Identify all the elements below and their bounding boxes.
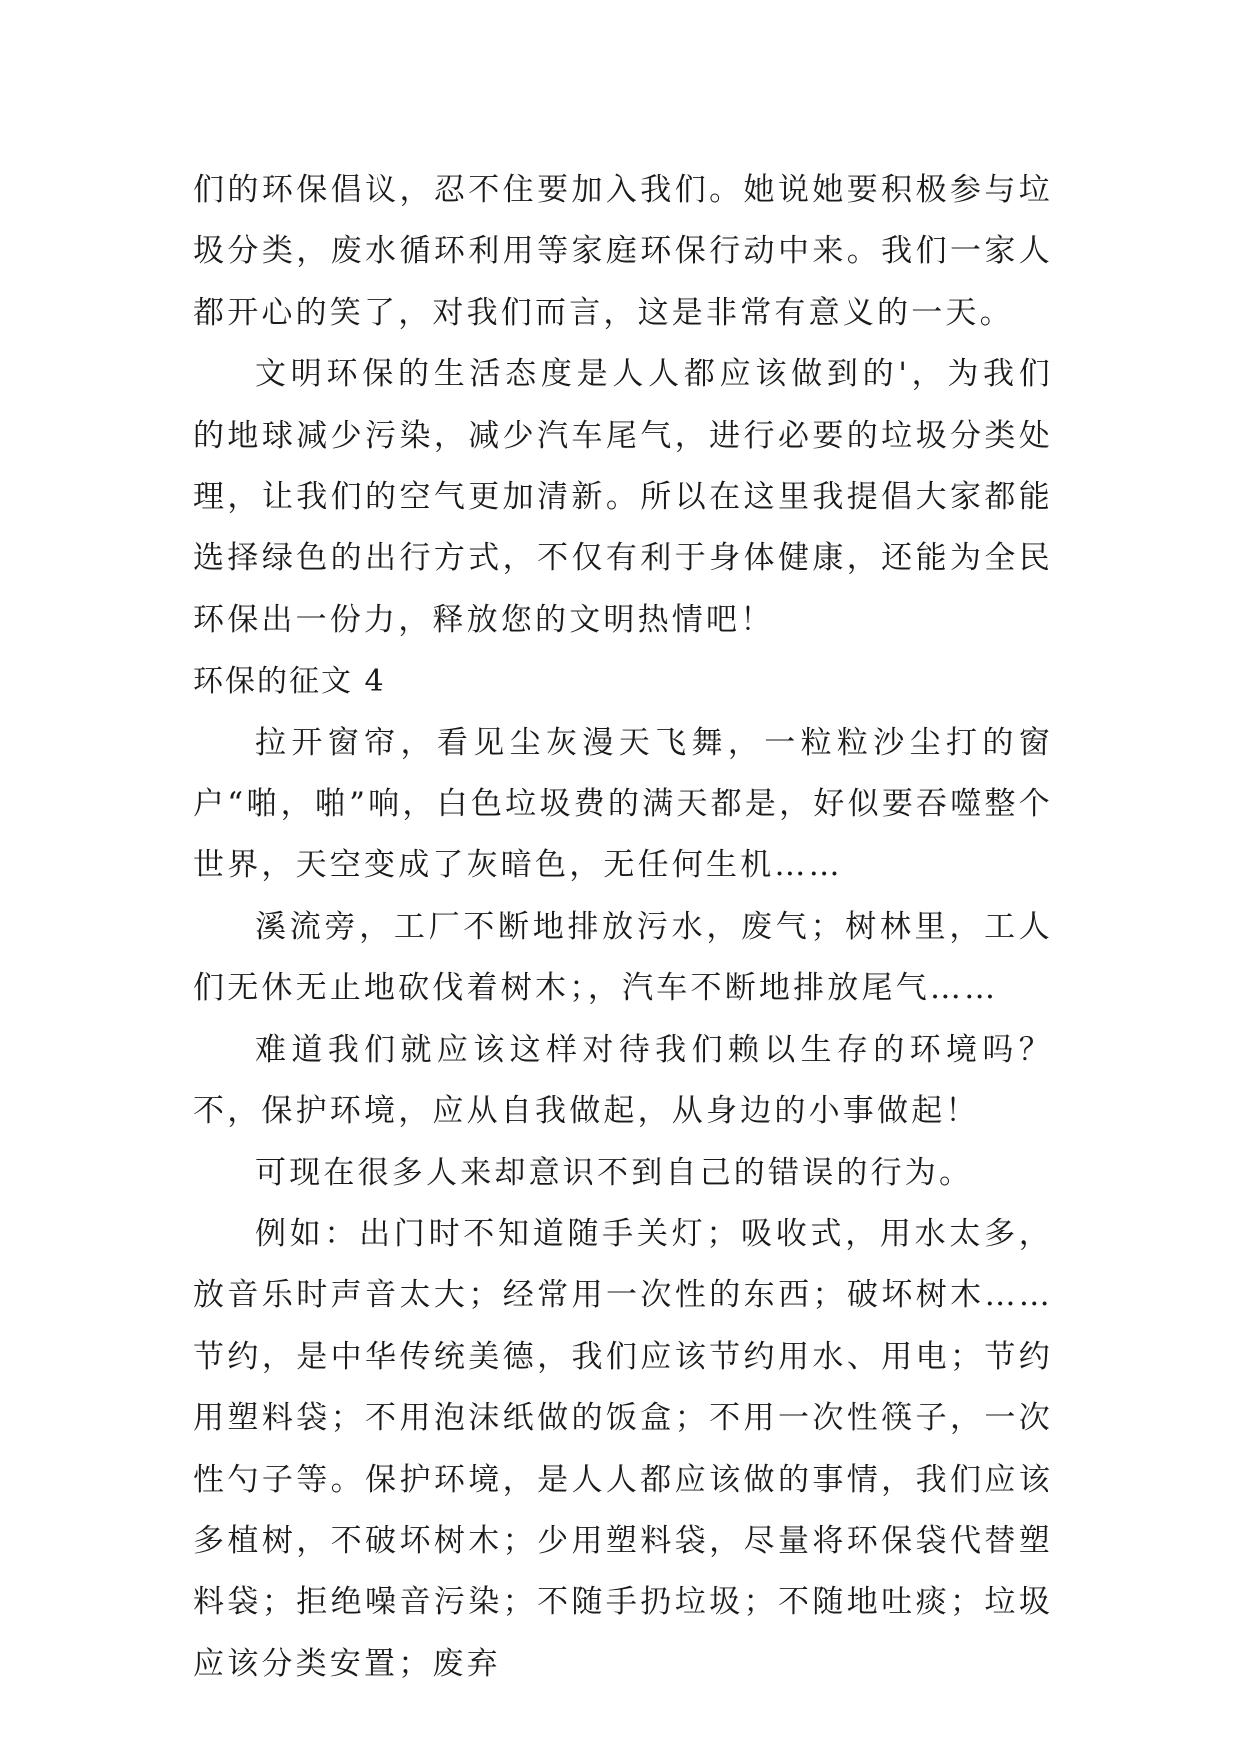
paragraph-6: 可现在很多人来却意识不到自己的错误的行为。: [255, 1154, 974, 1191]
document-body: [193, 160, 1053, 1695]
paragraph-1: 们的环保倡议，忍不住要加入我们。她说她要积极参与垃圾分类，废水循环利用等家庭环保行动中来。我们一家人都开心的笑了，对我们而言，这是非常有意义的一天。: [193, 172, 1053, 331]
paragraph-5: 难道我们就应该这样对待我们赖以生存的环境吗？不，保护环境，应从自我做起，从身边的小事做起！: [193, 1031, 1053, 1130]
paragraph-4: 溪流旁，工厂不断地排放污水，废气；树林里，工人们无休无止地砍伐着树木；，汽车不断地排放尾气……: [193, 908, 1053, 1007]
section-heading: 环保的征文 4: [193, 664, 386, 700]
paragraph-2: 文明环保的生活态度是人人都应该做到的'，为我们的地球减少污染，减少汽车尾气，进行必要的垃圾分类处理，让我们的空气更加清新。所以在这里我提倡大家都能选择绿色的出行方式，不仅有利于身体健康，还能为全民环保出一份力，释放您的文明热情吧！: [193, 356, 1053, 638]
paragraph-3: 拉开窗帘，看见尘灰漫天飞舞，一粒粒沙尘打的窗户“啪，啪”响，白色垃圾费的满天都是，好似要吞噬整个世界，天空变成了灰暗色，无任何生机……: [193, 724, 1053, 884]
paragraph-7: 例如：出门时不知道随手关灯；吸收式，用水太多，放音乐时声音太大；经常用一次性的东西；破坏树木……节约，是中华传统美德，我们应该节约用水、用电；节约用塑料袋；不用泡沫纸做的饭盒；不用一次性筷子，一次性勺子等。保护环境，是人人都应该做的事情，我们应该多植树，不破坏树木；少用塑料袋，尽量将环保袋代替塑料袋；拒绝噪音污染；不随手扔垃圾；不随地吐痰；垃圾应该分类安置；废弃: [193, 1215, 1053, 1682]
